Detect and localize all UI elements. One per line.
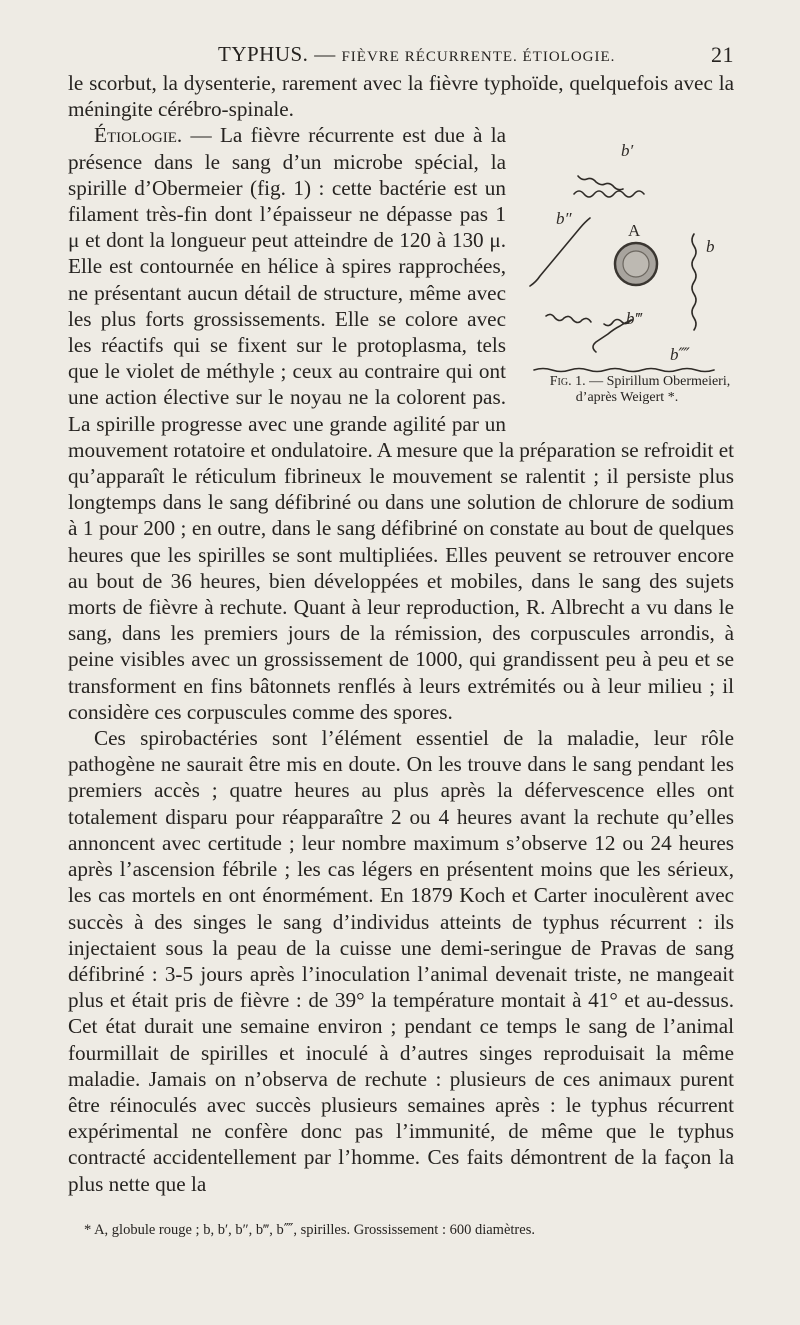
page-number: 21 [711, 42, 734, 67]
section-heading: Étiologie. [94, 123, 183, 148]
paragraph-1: le scorbut, la dysenterie, rarement avec la fièvre typhoïde, quelquefois avec la méningite cérébro-spinale. [68, 71, 734, 122]
label-b-quad: b⁗ [670, 345, 690, 365]
spirilla-illustration [516, 124, 738, 374]
spirilla-b-quad [534, 369, 714, 372]
figure-caption [516, 374, 738, 406]
title-subtitle: FIÈVRE RÉCURRENTE. ÉTIOLOGIE. [341, 49, 616, 65]
spirilla-b-double [530, 218, 590, 286]
heading-dash: — [182, 123, 220, 148]
footnote: * A, globule rouge ; b, b′, b″, b‴, b⁗, spirilles. Grossissement : 600 diamètres. [84, 1222, 535, 1238]
spirilla-b [692, 234, 696, 330]
label-b: b [706, 237, 715, 257]
caption-dash: — [585, 374, 607, 390]
spirilla-b-triple-a [546, 315, 591, 323]
running-title [218, 42, 615, 67]
caption-label: Fig. 1. [549, 374, 586, 390]
body-text [68, 70, 734, 1197]
spirilla-b-prime [574, 191, 644, 197]
caption-line-1: Spirillum Obermeieri, [606, 374, 731, 390]
title-separator: — [314, 42, 336, 66]
paragraph-3: Ces spirobactéries sont l’élément essentiel de la maladie, leur rôle pathogène ne saurait être mis en doute. On les trouve dans le sang pendant les premiers accès ; quatre heures au plus après la défervescence elles ont totalement disparu pour réapparaître 2 ou 4 heures avant la rechute qu’elles annoncent avec certitude ; leur nombre maximum s’observe 12 ou 24 heures après l’ascension fébrile ; les cas légers en présentent moins que les sérieux, les cas mortels en ont énormément. En 1879 Koch et Carter inoculèrent avec succès à des singes le sang d’individus atteints de typhus récurrent : ils injectaient sous la peau de la cuisse une demi-seringue de Pravas de sang défibriné : 3-5 jours après l’inoculation l’animal devenait triste, ne mangeait plus et était pris de fièvre : de 39° la température montait à 41° et au-dessus. Cet état durait une semaine environ ; pendant ce temps le sang de l’animal fourmillait de spirilles et inoculé à d’autres singes reproduisait la même maladie. Jamais on n’observa de rechute : plusieurs de ces animaux purent être réinoculés avec succès plusieurs semaines après : le typhus récurrent expérimental ne confère donc pas l’immunité, de même que le typhus contracté accidentellement par l’homme. Ces faits démontrent de la façon la plus nette que la [68, 726, 734, 1196]
caption-line-2: d’après Weigert *. [575, 390, 679, 406]
figure-1 [516, 124, 738, 424]
running-header [68, 38, 734, 70]
label-A: A [628, 221, 641, 241]
title-main: TYPHUS. [218, 42, 309, 66]
label-b-triple: b‴ [626, 309, 642, 329]
label-b-prime: b′ [621, 141, 634, 161]
label-b-double: b″ [556, 209, 572, 229]
spirilla-b-prime-2 [578, 176, 623, 190]
paragraph-2-body: La fièvre récurrente est due à la présence dans le sang d’un microbe spécial, la spirille d’Obermeier (fig. 1) : cette bactérie est un filament très-fin dont l’épaisseur ne dépasse pas 1 μ et dont la longueur peut atteindre de 120 à 130 μ. Elle est contournée en hélice à spires rapprochées, ne présentant aucun détail de structure, même avec les plus forts grossissements. Elle se colore avec les réactifs qui se fixent sur le protoplasma, tels que le violet de méthyle ; ceux au contraire qui ont une action élective sur le noyau ne la colorent pas. La spirille progresse avec une grande agilité par un mouvement rotatoire et ondulatoire. A mesure que la préparation se refroidit et qu’apparaît le réticulum fibrineux le mouvement se ralentit ; il persiste plus longtemps dans le sang défibriné ou dans une solution de chlorure de sodium à 1 pour 200 ; en outre, dans le sang défibriné on constate au bout de quelques heures que les spirilles se sont multipliées. Elles peuvent se retrouver encore au bout de 36 heures, bien développées et mobiles, dans le sang des sujets morts de fièvre à rechute. Quant à leur reproduction, R. Albrecht a vu dans le sang, dans les premiers jours de la rémission, des corpuscules arrondis, à peine visibles avec un grossissement de 1000, qui grandissent peu à peu et se transforment en fins bâtonnets renflés à leurs extrémités ou à leur milieu ; il considère ces corpuscules comme des spores. [68, 123, 734, 724]
paragraph-2 [68, 122, 734, 725]
